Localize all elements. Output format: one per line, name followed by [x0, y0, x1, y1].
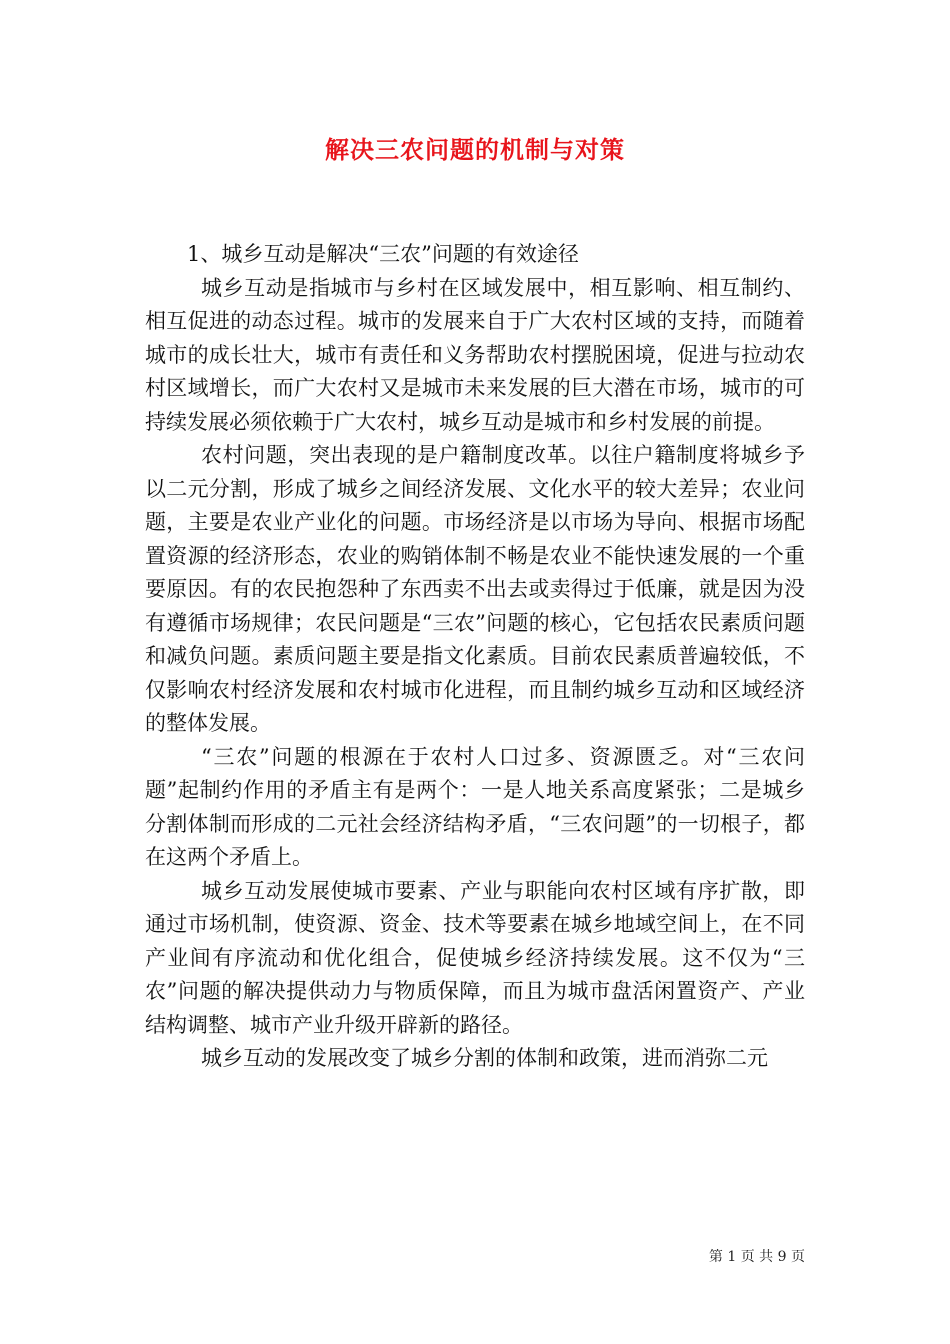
paragraph-1: 城乡互动是指城市与乡村在区域发展中，相互影响、相互制约、相互促进的动态过程。城市的发展来自于广大农村区域的支持，而随着城市的成长壮大，城市有责任和义务帮助农村摆脱困境，促进与拉动农村区域增长，而广大农村又是城市未来发展的巨大潜在市场，城市的可持续发展必须依赖于广大农村，城乡互动是城市和乡村发展的前提。	[145, 275, 805, 434]
paragraph-3: “三农”问题的根源在于农村人口过多、资源匮乏。对“三农问题”起制约作用的矛盾主有是两个：一是人地关系高度紧张；二是城乡分割体制而形成的二元社会经济结构矛盾，“三农问题”的一切根子，都在这两个矛盾上。	[145, 744, 805, 869]
paragraph-5: 城乡互动的发展改变了城乡分割的体制和政策，进而消弥二元	[201, 1046, 768, 1070]
page-number-footer: 第 1 页 共 9 页	[708, 1249, 805, 1265]
document-title: 解决三农问题的机制与对策	[325, 135, 625, 164]
paragraph-2: 农村问题，突出表现的是户籍制度改革。以往户籍制度将城乡予以二元分割，形成了城乡之间经济发展、文化水平的较大差异；农业问题，主要是农业产业化的问题。市场经济是以市场为导向、根据市场配置资源的经济形态，农业的购销体制不畅是农业不能快速发展的一个重要原因。有的农民抱怨种了东西卖不出去或卖得过于低廉，就是因为没有遵循市场规律；农民问题是“三农”问题的核心，它包括农民素质问题和减负问题。素质问题主要是指文化素质。目前农民素质普遍较低，不仅影响农村经济发展和农村城市化进程，而且制约城乡互动和区域经济的整体发展。	[145, 443, 805, 735]
document-body	[145, 238, 805, 1076]
paragraph-4: 城乡互动发展使城市要素、产业与职能向农村区域有序扩散，即通过市场机制，使资源、资金、技术等要素在城乡地域空间上，在不同产业间有序流动和优化组合，促使城乡经济持续发展。这不仅为“三农”问题的解决提供动力与物质保障，而且为城市盘活闲置资产、产业结构调整、城市产业升级开辟新的路径。	[145, 878, 805, 1037]
section-heading: 1、城乡互动是解决“三农”问题的有效途径	[187, 242, 579, 266]
